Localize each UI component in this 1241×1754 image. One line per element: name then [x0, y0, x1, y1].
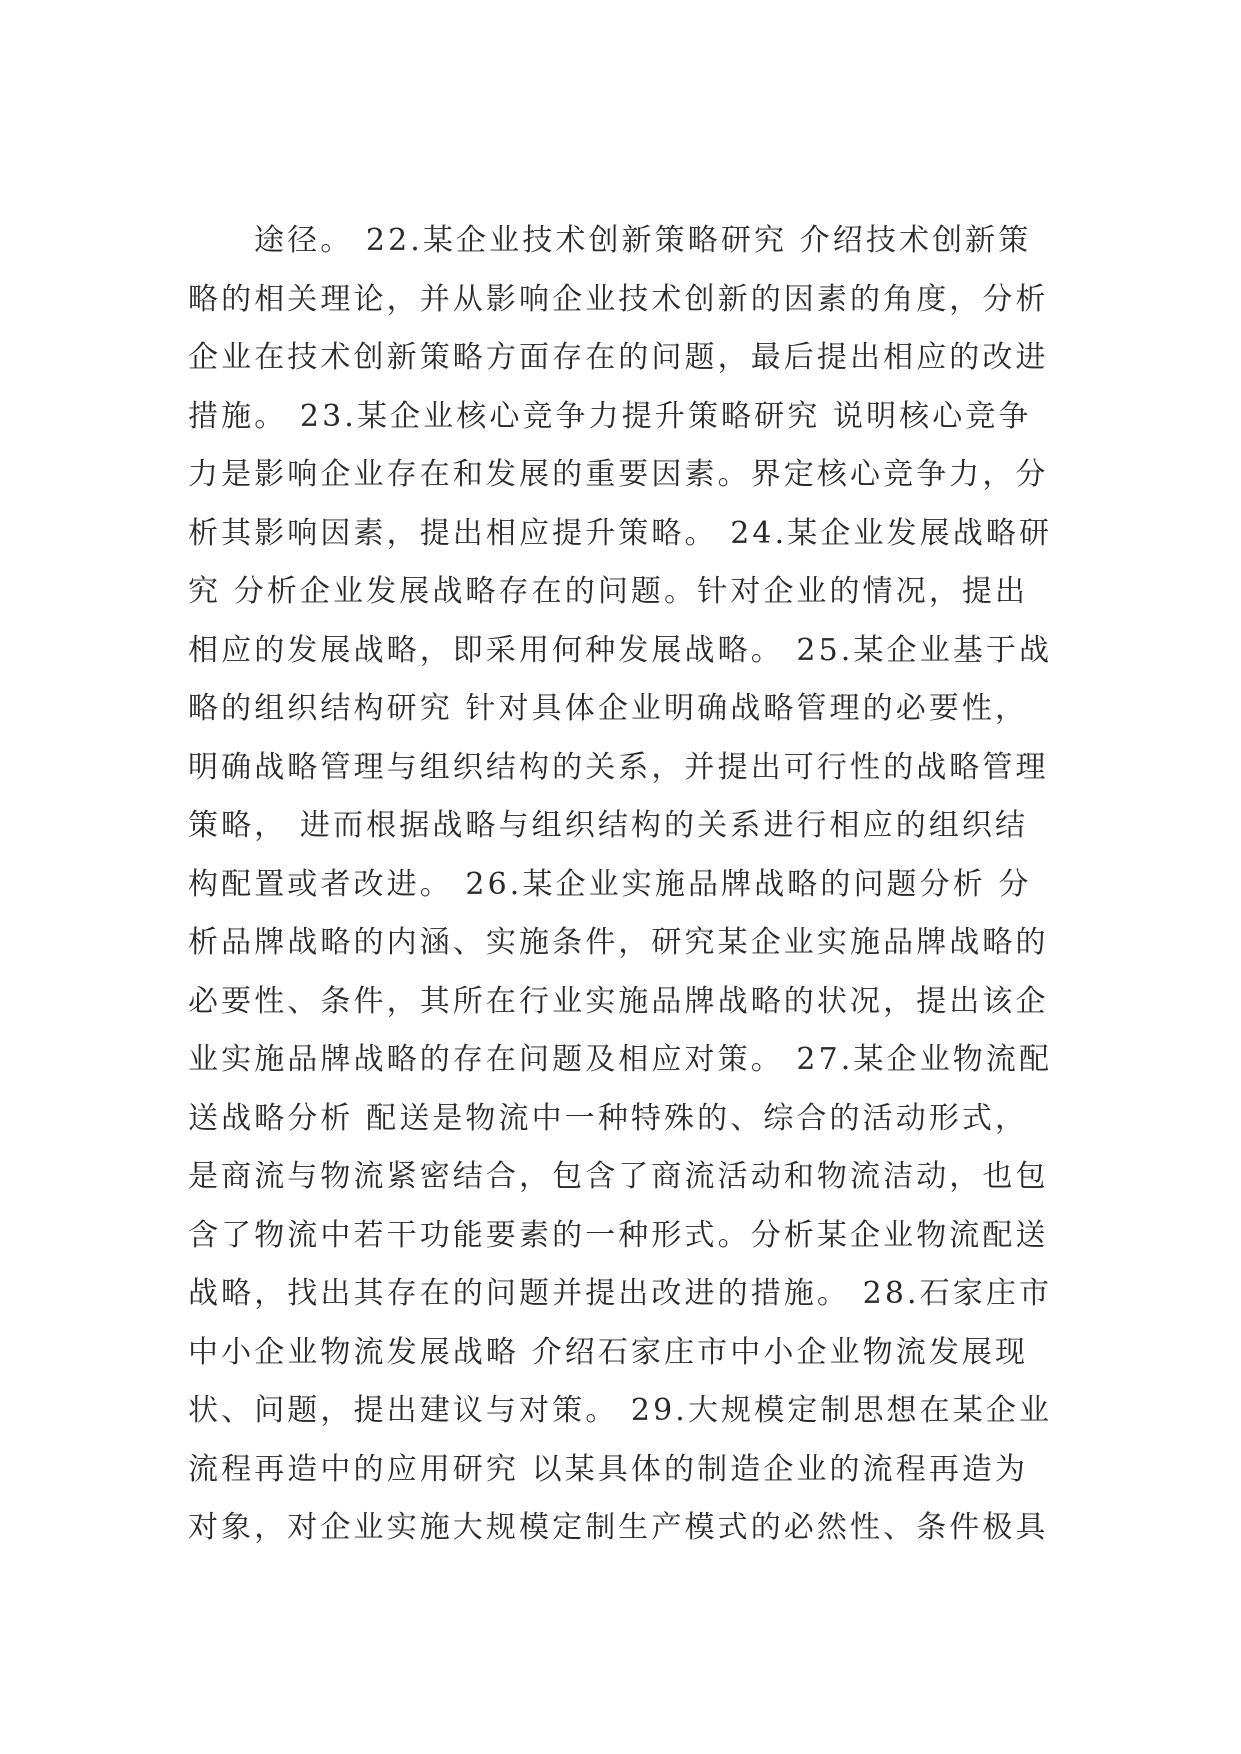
text-line: 是商流与物流紧密结合，包含了商流活动和物流洁动，也包: [188, 1159, 1049, 1194]
text-line: 必要性、条件，其所在行业实施品牌战略的状况，提出该企: [188, 983, 1049, 1019]
text-line: 含了物流中若干功能要素的一种形式。分析某企业物流配送: [188, 1217, 1049, 1253]
text-line: 途径。 22.某企业技术创新策略研究 介绍技术创新策: [254, 223, 1032, 258]
text-line: 状、问题，提出建议与对策。 29.大规模定制思想在某企业: [188, 1393, 1053, 1428]
text-line: 略的组织结构研究 针对具体企业明确战略管理的必要性，: [188, 691, 1029, 726]
text-line: 析品牌战略的内涵、实施条件，研究某企业实施品牌战略的: [188, 925, 1049, 960]
text-line: 策略， 进而根据战略与组织结构的关系进行相应的组织结: [188, 808, 1029, 843]
text-line: 措施。 23.某企业核心竞争力提升策略研究 说明核心竞争: [188, 398, 1032, 434]
text-line: 力是影响企业存在和发展的重要因素。界定核心竞争力，分: [188, 457, 1049, 492]
text-line: 中小企业物流发展战略 介绍石家庄市中小企业物流发展现: [188, 1334, 1029, 1370]
text-line: 略的相关理论，并从影响企业技术创新的因素的角度，分析: [188, 281, 1049, 317]
text-line: 企业在技术创新策略方面存在的问题，最后提出相应的改进: [188, 340, 1049, 375]
text-line: 流程再造中的应用研究 以某具体的制造企业的流程再造为: [188, 1451, 1029, 1487]
text-line: 相应的发展战略，即采用何种发展战略。 25.某企业基于战: [188, 632, 1053, 668]
text-line: 送战略分析 配送是物流中一种特殊的、综合的活动形式，: [188, 1100, 1029, 1136]
text-line: 对象，对企业实施大规模定制生产模式的必然性、条件极具: [188, 1510, 1049, 1545]
text-line: 究 分析企业发展战略存在的问题。针对企业的情况，提出: [188, 574, 1029, 609]
text-line: 战略，找出其存在的问题并提出改进的措施。 28.石家庄市: [188, 1276, 1053, 1311]
text-line: 构配置或者改进。 26.某企业实施品牌战略的问题分析 分: [188, 866, 1032, 902]
text-line: 析其影响因素，提出相应提升策略。 24.某企业发展战略研: [188, 515, 1053, 551]
text-line: 业实施品牌战略的存在问题及相应对策。 27.某企业物流配: [188, 1042, 1053, 1077]
body-paragraph: [188, 212, 1058, 1558]
text-line: 明确战略管理与组织结构的关系，并提出可行性的战略管理: [188, 749, 1049, 785]
